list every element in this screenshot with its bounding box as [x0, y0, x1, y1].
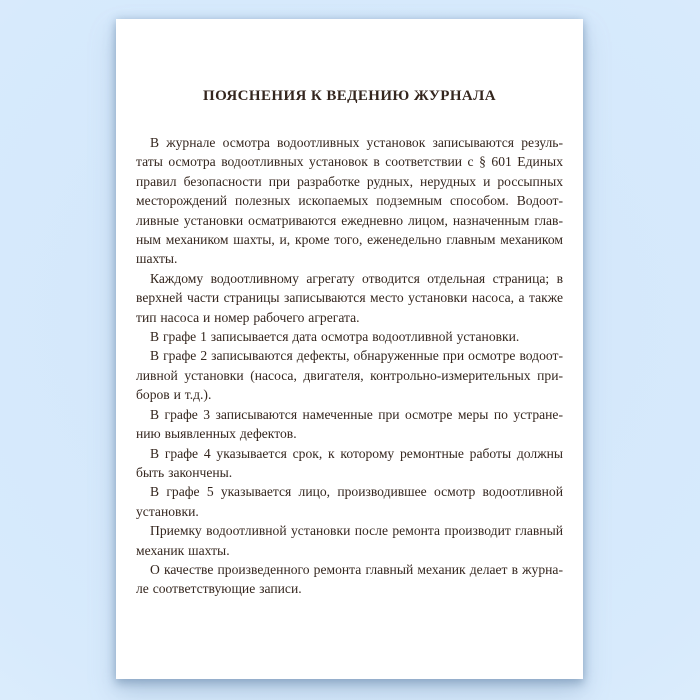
document-page: [116, 19, 583, 679]
page-title: ПОЯСНЕНИЯ К ВЕДЕНИЮ ЖУРНАЛА: [203, 88, 496, 104]
text-line: В графе 1 записывается дата осмотра водоотливной установки.: [150, 329, 520, 345]
text-line: Приемку водоотливной установки после ремонта производит главный: [150, 523, 563, 539]
text-line: В графе 2 записываются дефекты, обнаруженные при осмотре водоот-: [150, 348, 563, 364]
paragraph: [136, 521, 563, 560]
text-line: Каждому водоотливному агрегату отводится отдельная страница; в: [150, 270, 563, 286]
text-line: В журнале осмотра водоотливных установок записываются резуль-: [150, 135, 563, 150]
text-line: боров и т.д.).: [136, 387, 212, 403]
text-line: ным механиком шахты, и, кроме того, еженедельно главным механиком: [136, 232, 563, 248]
text-line: нию выявленных дефектов.: [136, 426, 297, 442]
text-line: тип насоса и номер рабочего агрегата.: [136, 309, 360, 325]
paragraph: [136, 269, 563, 327]
text-line: ливной установки (насоса, двигателя, контрольно-измерительных при-: [136, 367, 563, 383]
text-line: В графе 4 указывается срок, к которому ремонтные работы должны: [150, 445, 563, 461]
paragraph: [136, 327, 563, 346]
paragraph: [136, 482, 563, 521]
text-line: О качестве произведенного ремонта главный механик делает в журна-: [150, 561, 563, 577]
document-body: [136, 133, 563, 599]
text-line: ле соответствующие записи.: [136, 581, 302, 597]
text-line: механик шахты.: [136, 542, 230, 558]
text-line: таты осмотра водоотливных установок в соответствии с § 601 Единых: [136, 154, 563, 170]
text-line: шахты.: [136, 251, 178, 267]
paragraph: [136, 405, 563, 444]
text-line: В графе 3 записываются намеченные при осмотре меры по устране-: [150, 406, 563, 422]
text-line: установки.: [136, 503, 199, 519]
paragraph: [136, 133, 563, 269]
paragraph: [136, 346, 563, 404]
text-line: правил безопасности при разработке рудных, нерудных и россыпных: [136, 173, 563, 189]
text-line: верхней части страницы записываются место установки насоса, а также: [136, 290, 563, 306]
text-line: ливные установки осматриваются ежедневно лицом, назначенным глав-: [136, 212, 563, 228]
text-line: быть закончены.: [136, 464, 233, 480]
text-line: месторождений полезных ископаемых подземным способом. Водоот-: [136, 193, 563, 209]
text-line: В графе 5 указывается лицо, производившее осмотр водоотливной: [150, 484, 563, 500]
paragraph: [136, 560, 563, 599]
paragraph: [136, 444, 563, 483]
